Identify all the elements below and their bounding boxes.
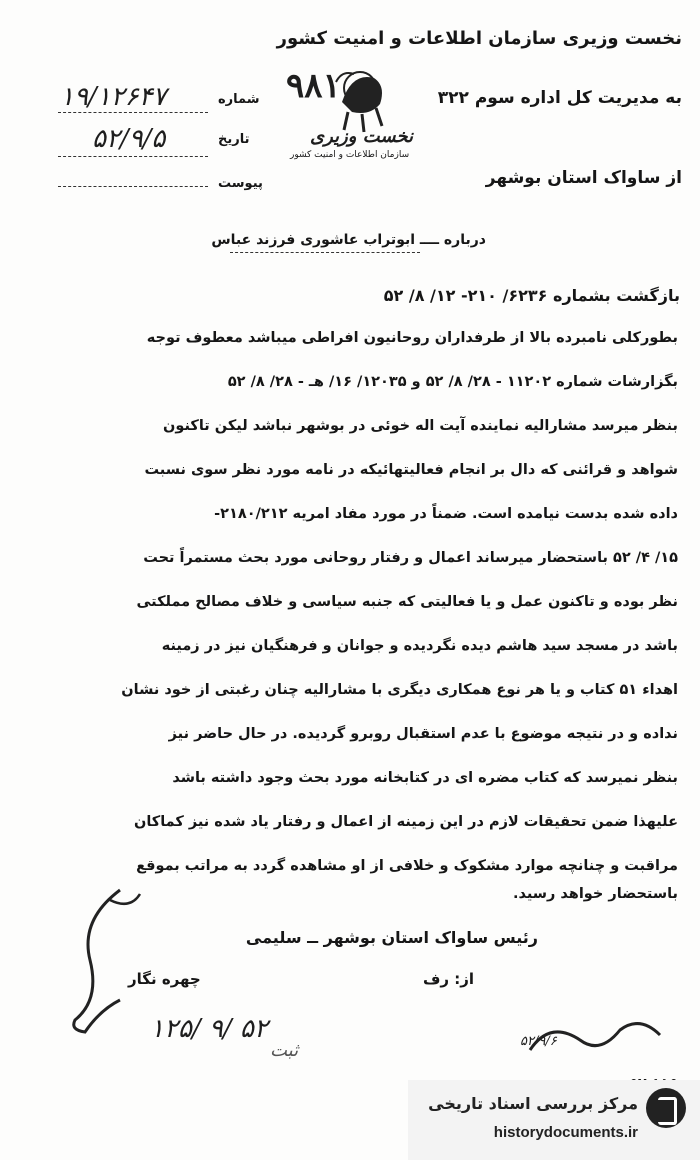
body-line: مراقبت و چنانچه موارد مشکوک و خلافی از او مشاهده گردد به مراتب بموقع — [136, 858, 678, 874]
body-line: باشد در مسجد سید هاشم دیده نگردیده و جوانان و فرهنگیان نیز در زمینه — [161, 638, 678, 654]
subject-rule — [230, 252, 420, 253]
manager-date: ۵۲/۹/۶ — [520, 1034, 557, 1049]
body-line: باستحضار خواهد رسید. — [512, 886, 678, 902]
ministry-stamp — [282, 52, 414, 162]
body-line: شواهد و قرائنی که دال بر انجام فعالیتهائیکه در نامه مورد نظر سوی نسبت — [144, 462, 678, 478]
body-line: نداده و در نتیجه موضوع با عدم استقبال روبرو گردیده. در حال حاضر نیز — [168, 726, 678, 742]
body-line: بنظر میرسد مشارالیه نماینده آیت اله خوئی در بوشهر نباشد لیکن تاکنون — [163, 418, 678, 434]
recipient-line: به مدیریت کل اداره سوم ۳۲۲ — [437, 88, 682, 108]
subject-line: درباره ــــ ابوتراب عاشوری فرزند عباس — [211, 232, 486, 248]
handwritten-signature — [60, 880, 150, 1040]
body-line: اهداء ۵۱ کتاب و یا هر نوع همکاری دیگری با مشارالیه چنان رغبتی از خود نشان — [121, 682, 678, 698]
sender-line: از ساواک استان بوشهر — [485, 168, 682, 188]
org-line: نخست وزیری سازمان اطلاعات و امنیت کشور — [276, 28, 682, 49]
archive-watermark — [408, 1080, 700, 1160]
copy-line: از: رف — [422, 970, 474, 988]
watermark-fa: مرکز بررسی اسناد تاریخی — [428, 1094, 638, 1113]
date-label: تاریخ — [218, 132, 250, 147]
body-line: نظر بوده و تاکنون عمل و یا فعالیتی که جنبه سیاسی و خلاف مصالح مملکتی — [136, 594, 678, 610]
handwritten-date: ۱۲۵/ ۹/ ۵۲ — [150, 1014, 268, 1044]
copy-line-2: چهره نگار — [128, 970, 201, 988]
watermark-url[interactable]: historydocuments.ir — [493, 1124, 638, 1141]
stamp-text: نخست وزیری — [310, 126, 414, 147]
body-line: بطورکلی نامبرده بالا از طرفداران روحانیون افراطی میباشد معطوف توجه — [146, 330, 678, 346]
stamp-number: ۹۸۱ — [286, 66, 341, 106]
body-line: بگزارشات شماره ۱۱۲۰۲ - ۲۸/ ۸/ ۵۲ و ۱۲۰۳۵/ ۱۶/ هـ - ۲۸/ ۸/ ۵۲ — [227, 374, 678, 390]
handwritten-note: ثبت — [270, 1040, 299, 1061]
archive-logo-icon — [646, 1088, 686, 1128]
number-value: ۱۹/۱۲۶۴۷ — [60, 82, 167, 112]
body-line: ۱۵/ ۴/ ۵۲ باستحضار میرساند اعمال و رفتار روحانی مورد بحث مستمراً تحت — [143, 550, 678, 566]
body-line: علیهذا ضمن تحقیقات لازم در این زمینه از اعمال و رفتار یاد شده نیز کماکان — [133, 814, 678, 830]
attach-rule — [58, 186, 208, 187]
number-rule — [58, 112, 208, 113]
date-rule — [58, 156, 208, 157]
attach-label: پیوست — [218, 176, 263, 191]
reference-line: بازگشت بشماره ۶۲۳۶/ ۲۱۰- ۱۲/ ۸/ ۵۲ — [383, 286, 680, 305]
number-label: شماره — [218, 92, 260, 107]
date-value: ۵۲/۹/۵ — [92, 124, 166, 154]
body-line: بنظر نمیرسد که کتاب مضره ای در کتابخانه مورد بحث وجود داشته باشد — [172, 770, 678, 786]
signature-title: رئیس ساواک استان بوشهر ــ سلیمی — [245, 928, 538, 947]
stamp-subtext: سازمان اطلاعات و امنیت کشور — [290, 150, 410, 160]
body-line: داده شده بدست نیامده است. ضمناً در مورد مفاد امریه ۲۱۸۰/۲۱۲- — [214, 506, 678, 522]
